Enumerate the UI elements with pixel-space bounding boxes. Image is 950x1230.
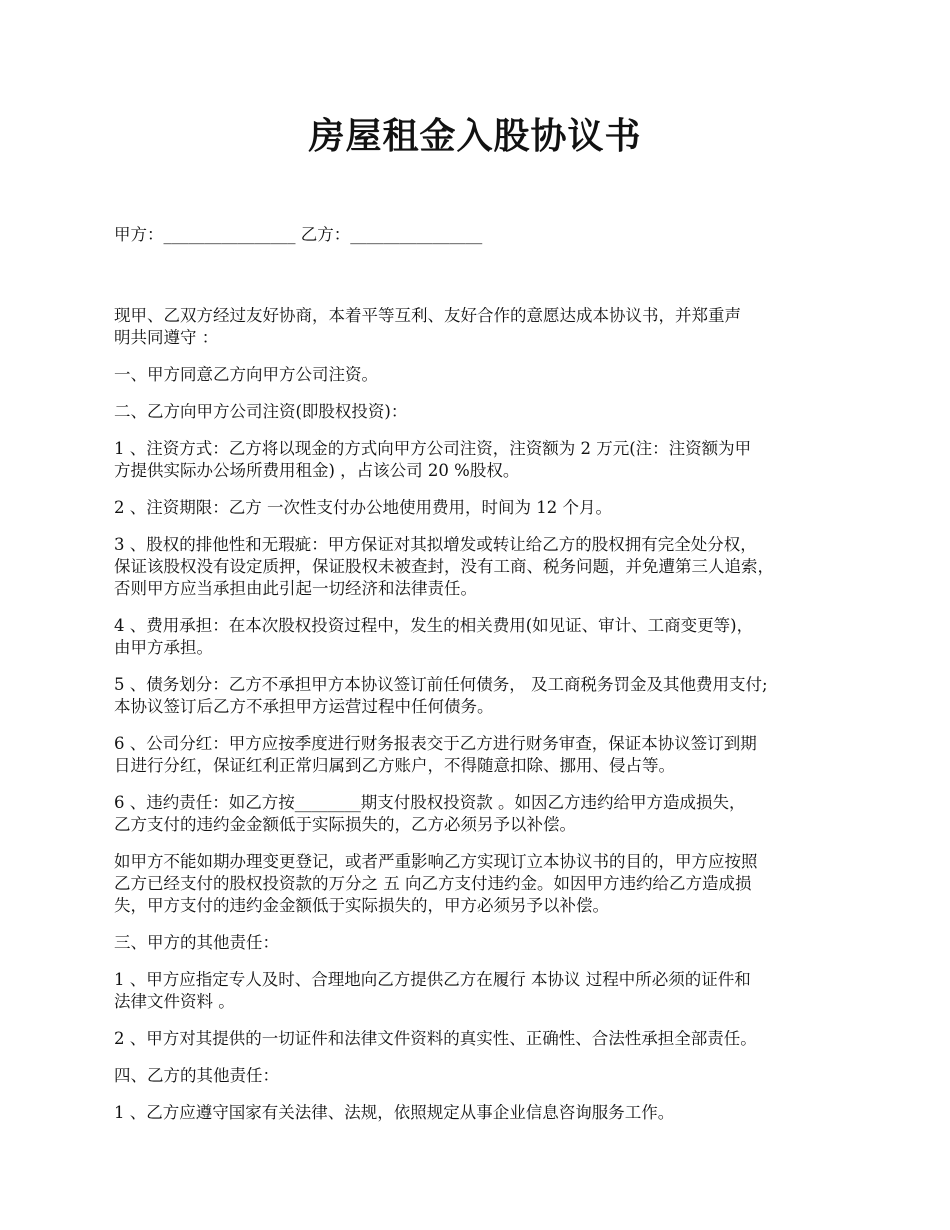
paragraph	[114, 615, 854, 659]
paragraph-line: 如甲方不能如期办理变更登记，或者严重影响乙方实现订立本协议书的目的，甲方应按照	[114, 852, 758, 871]
paragraph-line: 否则甲方应当承担由此引起一切经济和法律责任。	[114, 579, 477, 598]
paragraph-line: 3 、股权的排他性和无瑕疵：甲方保证对其拟增发或转让给乙方的股权拥有完全处分权，	[114, 535, 757, 554]
paragraph	[114, 364, 854, 386]
paragraph	[114, 792, 854, 836]
paragraph-line: 本协议签订后乙方不承担甲方运营过程中任何债务。	[114, 697, 494, 716]
paragraph	[114, 1028, 854, 1050]
paragraph	[114, 497, 854, 519]
paragraph-line: 失，甲方支付的违约金金额低于实际损失的，甲方必须另予以补偿。	[114, 896, 609, 915]
paragraph-line: 一、甲方同意乙方向甲方公司注资。	[114, 365, 378, 384]
document-title: 房屋租金入股协议书	[308, 115, 642, 157]
paragraph-line: 1 、甲方应指定专人及时、合理地向乙方提供乙方在履行 本协议 过程中所必须的证件和	[114, 970, 751, 989]
paragraph-line: 2 、甲方对其提供的一切证件和法律文件资料的真实性、正确性、合法性承担全部责任。	[114, 1029, 757, 1048]
paragraph	[114, 305, 854, 349]
paragraph-line: 方提供实际办公场所费用租金) ，占该公司 20 %股权。	[114, 461, 520, 480]
paragraph	[114, 851, 854, 917]
paragraph-line: 5 、债务划分：乙方不承担甲方本协议签订前任何债务， 及工商税务罚金及其他费用支付;	[114, 675, 768, 694]
paragraph	[114, 674, 854, 718]
paragraph-line: 明共同遵守 ：	[114, 328, 219, 347]
paragraph-line: 1 、乙方应遵守国家有关法律、法规，依照规定从事企业信息咨询服务工作。	[114, 1103, 675, 1122]
paragraph	[114, 932, 854, 954]
paragraph-line: 四、乙方的其他责任：	[114, 1066, 279, 1085]
paragraph-line: 4 、费用承担：在本次股权投资过程中，发生的相关费用(如见证、审计、工商变更等)，	[114, 616, 754, 635]
paragraph-line: 1 、注资方式：乙方将以现金的方式向甲方公司注资，注资额为 2 万元(注：注资额为甲	[114, 439, 752, 458]
parties-line	[114, 180, 854, 290]
paragraph	[114, 534, 854, 600]
paragraph-line: 乙方支付的违约金金额低于实际损失的，乙方必须另予以补偿。	[114, 815, 576, 834]
paragraph-line: 保证该股权没有设定质押，保证股权未被查封，没有工商、税务问题，并免遭第三人追索，	[114, 557, 774, 576]
paragraph-line: 法律文件资料 。	[114, 992, 235, 1011]
paragraph	[114, 438, 854, 482]
paragraph-line: 2 、注资期限：乙方 一次性支付办公地使用费用，时间为 12 个月。	[114, 498, 612, 517]
paragraph-line: 乙方已经支付的股权投资款的万分之 五 向乙方支付违约金。如因甲方违约给乙方造成损	[114, 874, 752, 893]
document-body	[114, 180, 854, 1139]
paragraph-line: 二、乙方向甲方公司注资(即股权投资)：	[114, 402, 408, 421]
paragraph	[114, 1102, 854, 1124]
paragraph-line: 日进行分红，保证红利正常归属到乙方账户，不得随意扣除、挪用、侵占等。	[114, 756, 675, 775]
paragraph	[114, 733, 854, 777]
paragraph	[114, 1065, 854, 1087]
paragraph-line: 6 、公司分红：甲方应按季度进行财务报表交于乙方进行财务审查，保证本协议签订到期	[114, 734, 757, 753]
paragraph	[114, 969, 854, 1013]
paragraph-line: 6 、违约责任：如乙方按________期支付股权投资款 。如因乙方违约给甲方造成损失，	[114, 793, 746, 812]
parties-text: 甲方：________________ 乙方：________________	[114, 225, 483, 244]
paragraph-line: 三、甲方的其他责任：	[114, 933, 279, 952]
paragraph-line: 现甲、乙双方经过友好协商，本着平等互利、友好合作的意愿达成本协议书，并郑重声	[114, 306, 741, 325]
paragraph-line: 由甲方承担。	[114, 638, 213, 657]
paragraph	[114, 401, 854, 423]
